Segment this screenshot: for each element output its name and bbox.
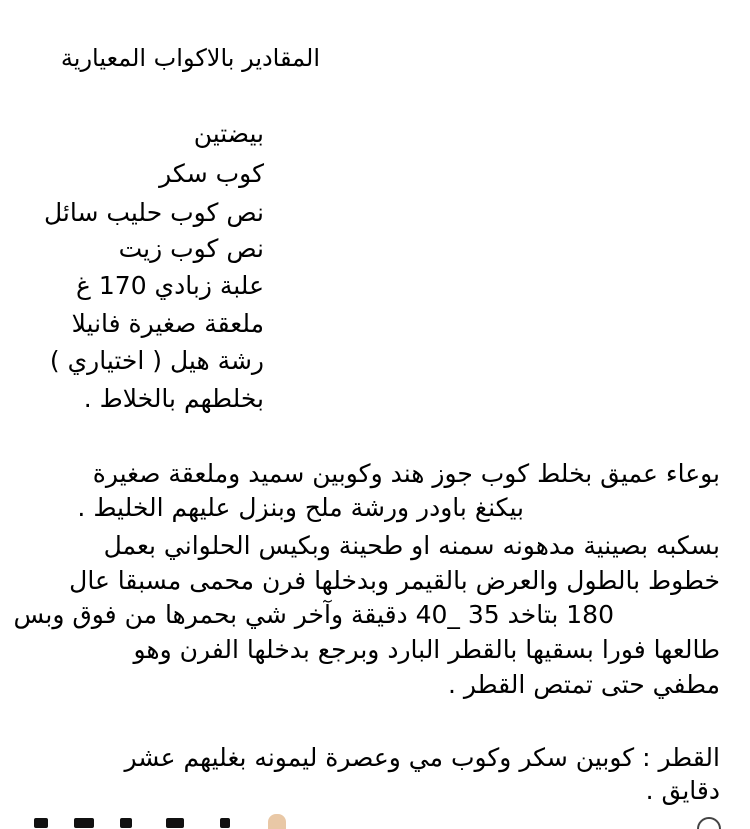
method-line: مطفي حتى تمتص القطر . [447, 670, 720, 699]
syrup-line: القطر : كوبين سكر وكوب مي وعصرة ليمونه بغليهم عشر [124, 743, 720, 772]
cropped-text-fragment [34, 0, 74, 6]
ingredient-line: بيضتين [193, 119, 264, 148]
syrup-line: دقايق . [645, 776, 720, 805]
ingredient-line: علبة زبادي 170 غ [76, 271, 264, 300]
recipe-title: المقادير بالاكواب المعيارية [60, 44, 320, 72]
method-line: 180 بتاخد 35 _40 دقيقة وآخر شي بحمرها من فوق وبس [13, 600, 614, 629]
ingredient-line: ملعقة صغيرة فانيلا [71, 309, 264, 338]
ingredient-line: كوب سكر [159, 159, 264, 188]
ingredient-line: بخلطهم بالخلاط . [83, 384, 264, 413]
method-line: خطوط بالطول والعرض بالقيمر وبدخلها فرن محمى مسبقا عال [69, 566, 720, 595]
ingredient-line: نص كوب حليب سائل [43, 198, 264, 227]
method-line: طالعها فورا بسقيها بالقطر البارد وبرجع بدخلها الفرن وهو [133, 635, 720, 664]
hand-emoji-icon [268, 814, 286, 829]
method-line: بيكنغ باودر ورشة ملح وبنزل عليهم الخليط . [77, 493, 524, 522]
circle-icon [697, 817, 721, 829]
ingredient-line: نص كوب زيت [118, 234, 264, 263]
cropped-bottom-row [0, 812, 750, 829]
ingredient-line: رشة هيل ( اختياري ) [49, 346, 264, 375]
method-line: بسكبه بصينية مدهونه سمنه او طحينة وبكيس الحلواني بعمل [103, 531, 720, 560]
method-line: بوعاء عميق بخلط كوب جوز هند وكوبين سميد وملعقة صغيرة [92, 459, 720, 488]
